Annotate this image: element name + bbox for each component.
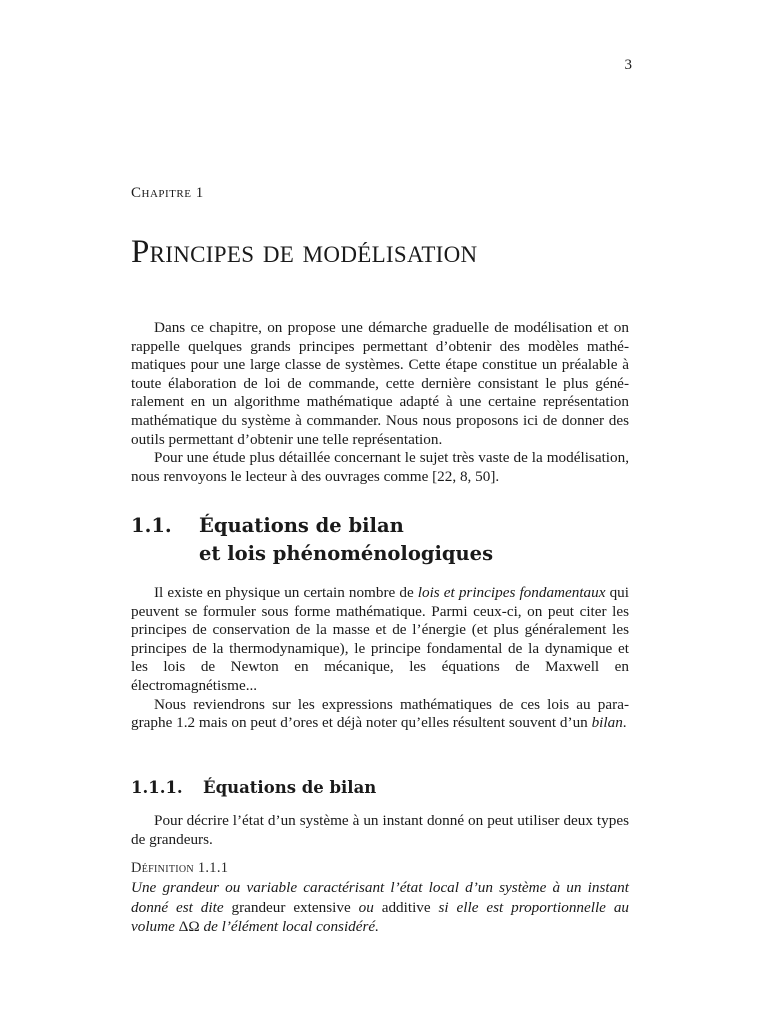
section-title bbox=[199, 512, 493, 568]
section-heading-1-1-1 bbox=[131, 776, 376, 800]
subsection-number: 1.1.1. bbox=[131, 778, 183, 797]
math-symbol: ΔΩ bbox=[178, 918, 200, 935]
section-1-1-text bbox=[131, 584, 629, 733]
chapter-label: Chapitre 1 bbox=[131, 185, 204, 201]
text-run: ou bbox=[350, 898, 382, 916]
definition-label: Définition 1.1.1 bbox=[131, 860, 229, 876]
section-1-1-paragraph-1 bbox=[131, 584, 629, 696]
section-title-line-1: Équations de bilan bbox=[199, 514, 404, 537]
text-run: de l’élément local considéré. bbox=[199, 918, 379, 935]
emphasis: lois et principes fondamentaux bbox=[417, 584, 606, 601]
chapter-title: Principes de modélisation bbox=[131, 234, 478, 270]
defined-term: grandeur extensive bbox=[231, 898, 351, 916]
section-heading-1-1 bbox=[131, 512, 493, 568]
defined-term: additive bbox=[381, 898, 431, 916]
emphasis: bilan bbox=[591, 714, 623, 732]
section-number: 1.1. bbox=[131, 514, 172, 537]
section-1-1-paragraph-2 bbox=[131, 696, 629, 733]
page-number: 3 bbox=[624, 57, 632, 73]
text-run: Il existe en physique un certain nombre de bbox=[154, 584, 418, 601]
section-title-line-2: et lois phénoménologiques bbox=[199, 542, 494, 565]
section-1-1-1-text bbox=[131, 812, 629, 849]
text-run: si elle est proportionnelle au volume bbox=[131, 898, 630, 935]
text-run: qui peuvent se formuler sous forme mathématique. Parmi ceux-ci, on peut citer les principes de conservation de la masse et de l’énergie (et plus généralement les principes de la thermodynamique), le principe fondamental de la dynamique et les lois de Newton en mécanique, les équations de Maxwell en électromagnétisme... bbox=[131, 584, 629, 694]
intro-paragraph-1: Dans ce chapitre, on propose une démarche graduelle de modélisation et on rappelle quelques grands principes permettant d’obtenir des modèles mathématiques pour une large classe de systèmes. Cette étape constitue un préalable à toute élaboration de loi de commande, cette dernière consistant le plus généralement en un algorithme mathématique adapté à une certaine représentation mathématique du système à commander. Nous nous proposons ici de donner des outils permettant d’obtenir une telle représentation. bbox=[131, 319, 629, 448]
text-run: Nous reviendrons sur les expressions mathématiques de ces lois au paragraphe 1.2 mais on peut d’ores et déjà noter qu’elles résultent souvent d’un bbox=[131, 695, 629, 732]
intro-text bbox=[131, 319, 629, 486]
subsection-title: Équations de bilan bbox=[203, 778, 377, 797]
definition-body bbox=[131, 878, 629, 937]
text-run: . bbox=[622, 714, 627, 732]
intro-paragraph-2: Pour une étude plus détaillée concernant le sujet très vaste de la modélisation, nous renvoyons le lecteur à des ouvrages comme [22, 8, 50]. bbox=[131, 449, 629, 485]
section-1-1-1-paragraph-1: Pour décrire l’état d’un système à un instant donné on peut utiliser deux types de grandeurs. bbox=[131, 812, 629, 848]
text-run: Une grandeur ou variable caractérisant l’état local d’un système à un instant donné est dite bbox=[131, 879, 629, 916]
